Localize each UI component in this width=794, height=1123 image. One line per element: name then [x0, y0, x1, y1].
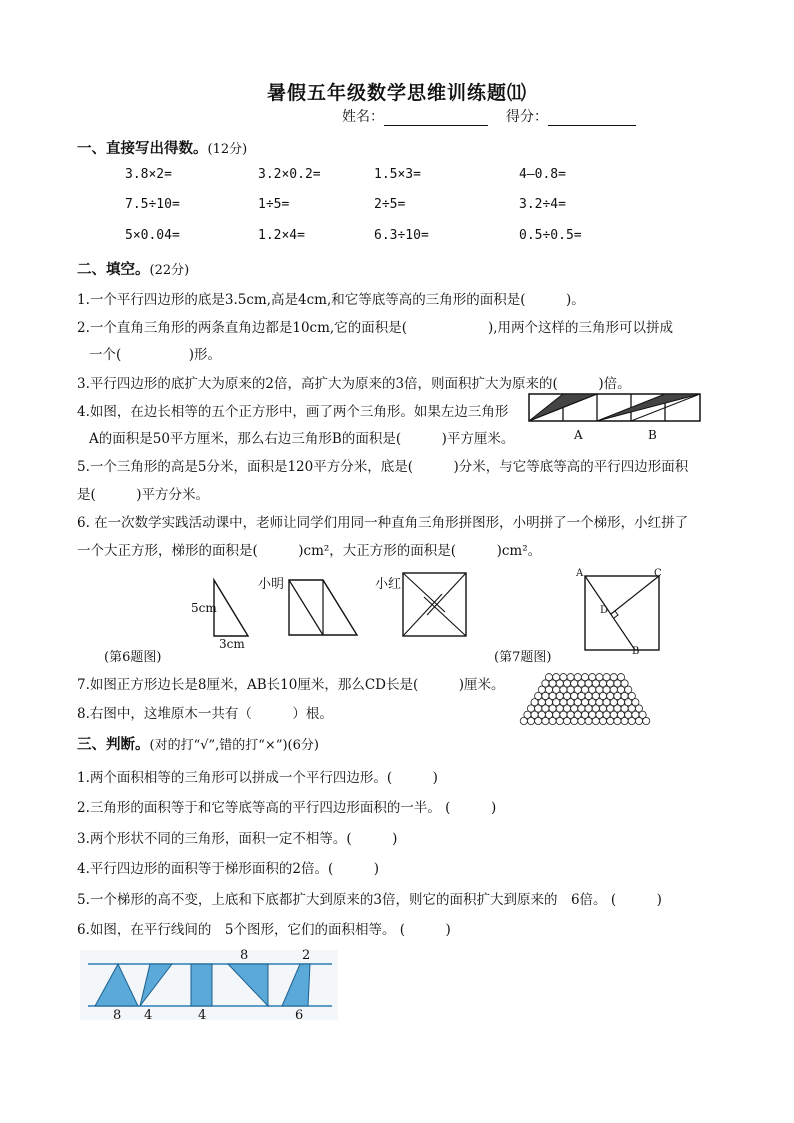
fig-bottom-label-6: 6	[295, 1008, 304, 1023]
calc-3-2: 1.2×4=	[258, 228, 305, 243]
fig-bottom-label-8: 8	[113, 1008, 122, 1023]
square-outline	[585, 576, 659, 650]
point-c-label: C	[654, 568, 662, 579]
log-circle	[596, 674, 603, 681]
right-angle-mark	[614, 611, 618, 618]
page-title: 暑假五年级数学思维训练题⑾	[266, 82, 527, 104]
fig-top-label-8: 8	[240, 948, 249, 963]
name-blank	[384, 111, 488, 126]
trapezoid-diagonal	[289, 580, 323, 635]
fig6-side-label: 5cm	[191, 601, 217, 615]
fill-q6-cont: 一个大正方形，梯形的面积是( )cm²，大正方形的面积是( )cm²。	[77, 543, 542, 559]
fill-q6: 6. 在一次数学实践活动课中，老师让同学们用同一种直角三角形拼图形，小明拼了一个梯形，小红拼了	[77, 515, 689, 531]
segment-cd	[611, 576, 659, 614]
section3-heading	[77, 733, 319, 754]
log-circle	[603, 674, 610, 681]
calc-2-4: 3.2÷4=	[519, 197, 566, 212]
judge-q1: 1.两个面积相等的三角形可以拼成一个平行四边形。( )	[77, 770, 438, 786]
square-abcd-figure	[583, 574, 663, 654]
calc-2-2: 1÷5=	[258, 197, 290, 212]
fig-bottom-label-4a: 4	[144, 1008, 153, 1023]
pinwheel-line	[424, 597, 466, 636]
section2-title: 二、填空。	[77, 261, 150, 278]
judge-q4: 4.平行四边形的面积等于梯形面积的2倍。( )	[77, 861, 380, 877]
calc-1-3: 1.5×3=	[374, 167, 421, 182]
log-circle	[610, 674, 617, 681]
calc-1-1: 3.8×2=	[125, 167, 172, 182]
calc-1-4: 4—0.8=	[519, 167, 566, 182]
calc-3-4: 0.5÷0.5=	[519, 228, 582, 243]
section3-title: 三、判断。	[77, 736, 150, 753]
five-squares-figure	[528, 393, 703, 423]
fig6-caption: (第6题图)	[104, 650, 162, 665]
name-field	[342, 106, 488, 126]
calc-3-3: 6.3÷10=	[374, 228, 429, 243]
point-d-label: D	[600, 605, 609, 616]
judge-q6: 6.如图，在平行线间的 5个图形，它们的面积相等。 ( )	[77, 922, 451, 938]
xiaohong-label: 小红	[375, 577, 402, 592]
log-pile-figure	[516, 660, 654, 726]
big-square-figure	[402, 572, 468, 638]
judge-q5: 5.一个梯形的高不变，上底和下底都扩大到原来的3倍，则它的面积扩大到原来的 6倍。 ( )	[77, 892, 662, 908]
fig-bottom-label-4b: 4	[198, 1008, 207, 1023]
right-triangle-figure	[212, 578, 262, 638]
fill-q2: 2.一个直角三角形的两条直角边都是10cm,它的面积是( ),用两个这样的三角形可以拼成	[77, 320, 674, 336]
judge-q3: 3.两个形状不同的三角形，面积一定不相等。( )	[77, 831, 398, 847]
fill-q7: 7.如图正方形边长是8厘米，AB长10厘米，那么CD长是( )厘米。	[77, 677, 505, 693]
log-circle	[617, 674, 624, 681]
pinwheel-line	[427, 573, 466, 615]
fill-q4: 4.如图，在边长相等的五个正方形中，画了两个三角形。如果左边三角形	[77, 404, 509, 420]
fill-q8: 8.右图中，这堆原木一共有（ ）根。	[77, 706, 333, 722]
log-circle	[589, 674, 596, 681]
fig4-label-a: A	[574, 428, 583, 442]
fill-q4-cont: A的面积是50平方厘米，那么右边三角形B的面积是( )平方厘米。	[89, 431, 515, 447]
fig4-label-b: B	[648, 428, 657, 442]
score-field	[506, 106, 636, 126]
section1-points: (12分)	[207, 142, 248, 157]
fill-q1: 1.一个平行四边形的底是3.5cm,高是4cm,和它等底等高的三角形的面积是( )。	[77, 292, 585, 308]
xiaoming-label: 小明	[258, 577, 285, 592]
name-label: 姓名：	[342, 109, 384, 125]
score-label: 得分：	[506, 109, 548, 125]
calc-2-1: 7.5÷10=	[125, 197, 180, 212]
log-circle	[553, 674, 560, 681]
judge-q2: 2.三角形的面积等于和它等底等高的平行四边形面积的一半。 ( )	[77, 800, 497, 816]
fill-q2-cont: 一个( )形。	[89, 347, 222, 363]
section3-note: (对的打“√”,错的打“×”)(6分)	[149, 738, 319, 753]
triangle-b	[597, 394, 700, 421]
log-circle	[581, 674, 588, 681]
calc-1-2: 3.2×0.2=	[258, 167, 321, 182]
section1-heading	[77, 137, 247, 158]
log-circle	[574, 674, 581, 681]
fig7-caption: (第7题图)	[494, 650, 552, 665]
point-a-label: A	[576, 568, 584, 579]
section2-points: (22分)	[149, 263, 190, 278]
trapezoid-figure	[287, 578, 359, 638]
calc-3-1: 5×0.04=	[125, 228, 180, 243]
score-blank	[548, 111, 636, 126]
fill-q5: 5.一个三角形的高是5分米，面积是120平方分米，底是( )分米，与它等底等高的平行四边形面积	[77, 459, 689, 475]
log-circle	[545, 674, 552, 681]
log-circle	[560, 674, 567, 681]
log-circle	[567, 674, 574, 681]
fig-top-label-2: 2	[302, 948, 311, 963]
point-b-label: B	[632, 646, 640, 657]
segment-ab	[585, 576, 635, 650]
right-triangle	[214, 580, 248, 636]
fig6-base-label: 3cm	[219, 637, 245, 651]
pinwheel-line	[403, 573, 445, 612]
fill-q3: 3.平行四边形的底扩大为原来的2倍，高扩大为原来的3倍，则面积扩大为原来的( )倍。	[77, 376, 631, 392]
section1-title: 一、直接写出得数。	[77, 140, 208, 157]
shape-rectangle	[191, 964, 212, 1006]
pinwheel-line	[403, 594, 442, 636]
calc-2-3: 2÷5=	[374, 197, 406, 212]
section2-heading	[77, 258, 189, 279]
fill-q5-cont: 是( )平方分米。	[77, 487, 210, 503]
